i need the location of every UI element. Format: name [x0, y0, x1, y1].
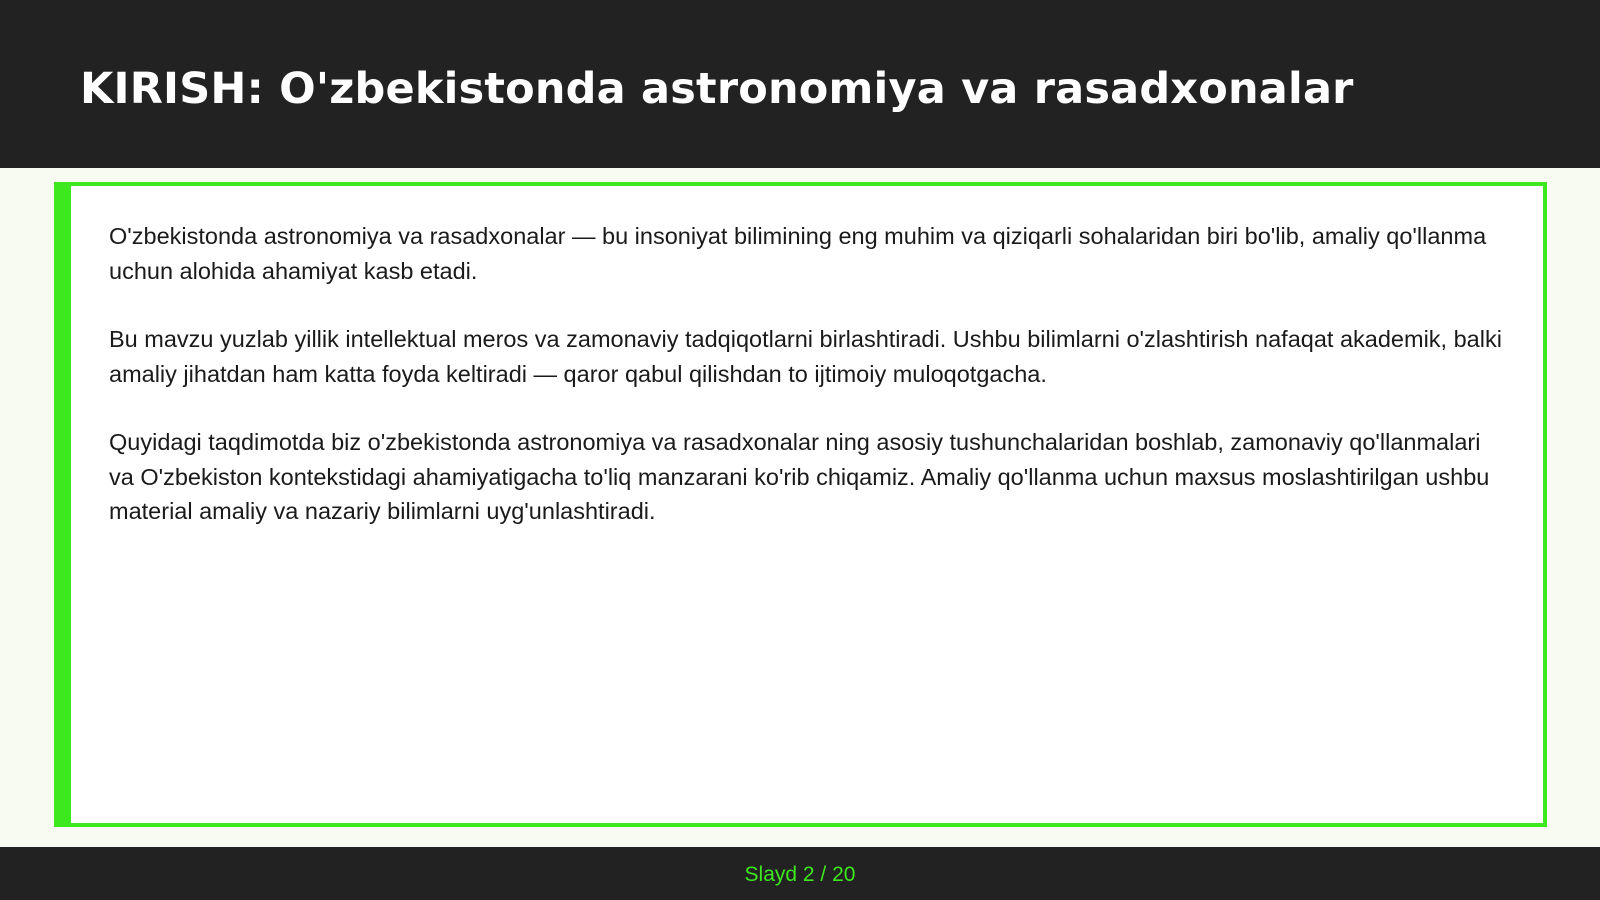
overview-paragraph: Quyidagi taqdimotda biz o'zbekistonda astronomiya va rasadxonalar ning asosiy tushunchalaridan boshlab, zamonaviy qo'llanmalari va O'zbekiston kontekstidagi ahamiyatigacha to'liq manzarani ko'rib chiqamiz. Amaliy qo'llanma uchun maxsus moslashtirilgan ushbu material amaliy va nazariy bilimlarni uyg'unlashtiradi. [109, 429, 1490, 524]
content-card [54, 182, 1547, 827]
slide-counter: Slayd 2 / 20 [744, 863, 856, 886]
slide-footer [0, 847, 1600, 900]
heritage-paragraph: Bu mavzu yuzlab yillik intellektual meros va zamonaviy tadqiqotlarni birlashtiradi. Ushbu bilimlarni o'zlashtirish nafaqat akademik, balki amaliy jihatdan ham katta foyda keltiradi — qaror qabul qilishdan to ijtimoiy muloqotgacha. [109, 326, 1502, 387]
intro-paragraph: O'zbekistonda astronomiya va rasadxonalar — bu insoniyat bilimining eng muhim va qiziqarli sohalaridan biri bo'lib, amaliy qo'llanma uchun alohida ahamiyat kasb etadi. [109, 223, 1487, 284]
slide-header [0, 0, 1600, 168]
slide-title: KIRISH: O'zbekistonda astronomiya va rasadxonalar [80, 64, 1354, 114]
